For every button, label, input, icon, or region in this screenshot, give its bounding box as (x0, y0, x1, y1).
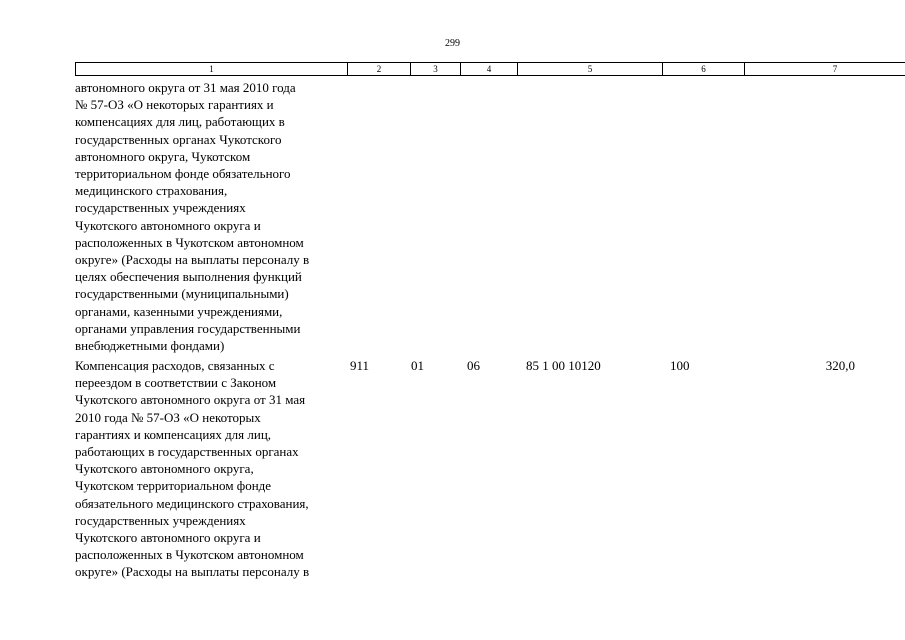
continued-row-description (75, 79, 365, 354)
table-row (75, 357, 855, 581)
column-header-2: 2 (348, 63, 411, 75)
column-header-4: 4 (461, 63, 518, 75)
column-header-5: 5 (518, 63, 663, 75)
text-line: округе» (Расходы на выплаты персоналу в (75, 252, 310, 268)
text-line: государственных органах Чукотского (75, 131, 282, 147)
text-line: государственных учреждениях (75, 200, 246, 216)
text-line: № 57-ОЗ «О некоторых гарантиях и (75, 97, 274, 113)
text-line: внебюджетными фондами) (75, 338, 225, 354)
text-line: государственными (муниципальными) (75, 286, 289, 302)
row-description (75, 357, 365, 581)
text-line: 2010 года № 57-ОЗ «О некоторых (75, 409, 261, 425)
table-header-row (75, 62, 905, 76)
text-line: органами, казенными учреждениями, (75, 303, 283, 319)
column-header-1: 1 (76, 63, 348, 75)
text-line: обязательного медицинского страхования, (75, 495, 309, 511)
text-line: Чукотском территориальном фонде (75, 478, 272, 494)
text-line: округе» (Расходы на выплаты персоналу в (75, 564, 310, 580)
column-header-6: 6 (663, 63, 745, 75)
text-line: компенсациях для лиц, работающих в (75, 114, 285, 130)
text-line: медицинского страхования, (75, 183, 228, 199)
cell-section-code: 01 (411, 358, 424, 373)
cell-subsection-code: 06 (467, 358, 480, 373)
text-line: Чукотского автономного округа, (75, 461, 254, 477)
text-line: переездом в соответствии с Законом (75, 375, 277, 391)
text-line: территориальном фонде обязательного (75, 166, 291, 182)
column-header-7: 7 (832, 64, 838, 74)
text-line: органами управления государственными (75, 320, 301, 336)
text-line: целях обеспечения выполнения функций (75, 269, 302, 285)
text-line: Компенсация расходов, связанных с (75, 358, 275, 373)
text-line: Чукотского автономного округа от 31 мая (75, 392, 306, 408)
cell-amount: 320,0 (825, 358, 855, 373)
column-header-3: 3 (411, 63, 461, 75)
text-line: работающих в государственных органах (75, 444, 299, 460)
text-line: государственных учреждениях (75, 512, 246, 528)
text-line: автономного округа, Чукотском (75, 148, 251, 164)
text-line: автономного округа от 31 мая 2010 года (75, 80, 296, 95)
text-line: расположенных в Чукотском автономном (75, 547, 304, 563)
text-line: расположенных в Чукотском автономном (75, 234, 304, 250)
cell-expense-type-code: 100 (670, 358, 690, 373)
cell-grbs-code: 911 (350, 358, 370, 373)
text-line: гарантиях и компенсациях для лиц, (75, 426, 272, 442)
text-line: Чукотского автономного округа и (75, 217, 261, 233)
page-number: 299 (445, 38, 460, 49)
text-line: Чукотского автономного округа и (75, 530, 261, 546)
cell-target-article-code: 85 1 00 10120 (526, 358, 601, 373)
